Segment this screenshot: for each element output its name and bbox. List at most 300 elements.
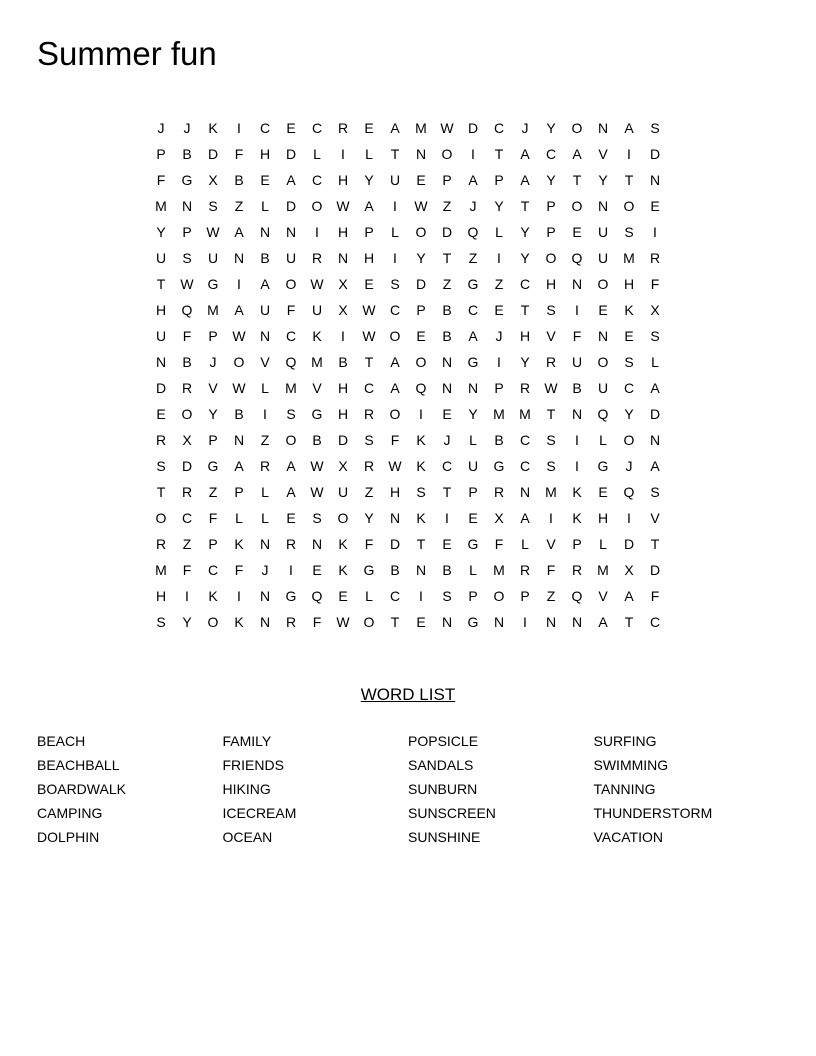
grid-letter: U (597, 250, 609, 266)
grid-letter: N (441, 354, 453, 370)
grid-letter: J (209, 354, 217, 370)
grid-letter: W (388, 458, 402, 474)
grid-letter: I (289, 562, 293, 578)
grid-letter: A (624, 120, 634, 136)
grid-letter: L (313, 146, 321, 162)
grid-letter: X (182, 432, 192, 448)
grid-letter: E (494, 302, 504, 318)
grid-letter: V (546, 536, 556, 552)
word-list-item: CAMPING (37, 805, 103, 821)
grid-letter: V (312, 380, 322, 396)
grid-letter: O (155, 510, 167, 526)
grid-letter: Q (571, 588, 583, 604)
grid-letter: S (624, 224, 634, 240)
grid-letter: C (623, 380, 635, 396)
grid-letter: U (207, 250, 219, 266)
grid-letter: K (338, 562, 348, 578)
grid-letter: H (363, 250, 375, 266)
word-list-item: OCEAN (222, 829, 273, 845)
grid-letter: M (623, 250, 635, 266)
grid-letter: J (495, 328, 503, 344)
grid-letter: R (337, 120, 349, 136)
grid-letter: P (364, 224, 374, 240)
word-list-item: TANNING (593, 781, 656, 797)
grid-letter: E (442, 406, 452, 422)
grid-letter: O (571, 198, 583, 214)
word-list-item: SUNBURN (408, 781, 478, 797)
grid-letter: P (468, 588, 478, 604)
grid-letter: K (572, 484, 582, 500)
grid-row (148, 271, 668, 297)
grid-letter: H (337, 406, 349, 422)
grid-letter: B (234, 172, 244, 188)
grid-letter: F (494, 536, 504, 552)
word-list-item: SUNSHINE (408, 829, 481, 845)
grid-letter: H (623, 276, 635, 292)
grid-letter: L (599, 432, 607, 448)
grid-letter: A (650, 458, 660, 474)
grid-letter: Y (546, 172, 556, 188)
grid-letter: D (181, 458, 193, 474)
grid-letter: E (468, 510, 478, 526)
grid-letter: F (182, 562, 192, 578)
grid-row (148, 297, 668, 323)
word-list-item: SURFING (593, 733, 657, 749)
grid-letter: U (389, 172, 401, 188)
grid-letter: N (571, 614, 583, 630)
grid-letter: T (624, 614, 634, 630)
grid-letter: C (545, 146, 557, 162)
grid-letter: O (597, 276, 609, 292)
grid-letter: Z (546, 588, 556, 604)
grid-row (148, 141, 668, 167)
grid-letter: N (649, 172, 661, 188)
grid-letter: F (286, 302, 296, 318)
grid-letter: F (650, 588, 660, 604)
grid-letter: F (572, 328, 582, 344)
grid-letter: F (364, 536, 374, 552)
grid-letter: F (390, 432, 400, 448)
grid-row (148, 401, 668, 427)
grid-letter: Y (546, 120, 556, 136)
grid-letter: U (337, 484, 349, 500)
grid-letter: E (624, 328, 634, 344)
grid-letter: P (182, 224, 192, 240)
grid-letter: P (208, 432, 218, 448)
word-list-item: DOLPHIN (37, 829, 100, 845)
grid-letter: M (545, 484, 557, 500)
grid-letter: K (234, 614, 244, 630)
grid-letter: Y (156, 224, 166, 240)
grid-letter: D (623, 536, 635, 552)
grid-letter: M (415, 120, 427, 136)
grid-letter: A (234, 458, 244, 474)
grid-letter: T (520, 198, 530, 214)
grid-letter: I (315, 224, 319, 240)
word-list-item: THUNDERSTORM (593, 805, 713, 821)
grid-letter: U (285, 250, 297, 266)
grid-letter: L (365, 588, 373, 604)
grid-letter: O (363, 614, 375, 630)
grid-letter: H (337, 172, 349, 188)
grid-letter: G (207, 276, 219, 292)
grid-letter: C (389, 588, 401, 604)
grid-letter: Y (494, 198, 504, 214)
grid-letter: N (597, 328, 609, 344)
grid-letter: I (549, 510, 553, 526)
grid-letter: I (263, 406, 267, 422)
grid-letter: A (390, 380, 400, 396)
word-list-item: FAMILY (222, 733, 272, 749)
grid-letter: X (338, 302, 348, 318)
grid-letter: U (155, 250, 167, 266)
grid-row (148, 427, 668, 453)
grid-letter: Y (520, 250, 530, 266)
grid-letter: M (519, 406, 531, 422)
grid-letter: R (363, 406, 375, 422)
grid-letter: S (650, 328, 660, 344)
grid-letter: T (156, 484, 166, 500)
grid-letter: U (597, 380, 609, 396)
grid-letter: I (341, 146, 345, 162)
grid-letter: Y (208, 406, 218, 422)
grid-letter: X (650, 302, 660, 318)
grid-letter: M (493, 562, 505, 578)
grid-letter: N (493, 614, 505, 630)
grid-letter: N (467, 380, 479, 396)
grid-letter: J (625, 458, 633, 474)
grid-letter: D (285, 146, 297, 162)
grid-letter: B (442, 302, 452, 318)
grid-letter: R (649, 250, 661, 266)
grid-letter: U (467, 458, 479, 474)
grid-letter: P (494, 380, 504, 396)
grid-letter: I (627, 510, 631, 526)
grid-letter: P (468, 484, 478, 500)
grid-letter: P (494, 172, 504, 188)
grid-letter: X (208, 172, 218, 188)
grid-letter: Z (260, 432, 270, 448)
grid-letter: N (571, 276, 583, 292)
grid-letter: T (546, 406, 556, 422)
grid-letter: E (364, 276, 374, 292)
grid-letter: Q (597, 406, 609, 422)
grid-letter: W (362, 328, 376, 344)
grid-letter: S (650, 484, 660, 500)
grid-letter: R (181, 484, 193, 500)
grid-letter: J (261, 562, 269, 578)
grid-letter: N (415, 146, 427, 162)
grid-letter: B (234, 406, 244, 422)
grid-letter: A (390, 354, 400, 370)
grid-letter: N (597, 198, 609, 214)
grid-letter: C (441, 458, 453, 474)
grid-letter: Z (468, 250, 478, 266)
grid-letter: Q (181, 302, 193, 318)
grid-letter: E (416, 614, 426, 630)
grid-letter: H (519, 328, 531, 344)
grid-letter: G (467, 354, 479, 370)
grid-letter: U (571, 354, 583, 370)
word-list-item: HIKING (222, 781, 271, 797)
grid-letter: C (181, 510, 193, 526)
grid-letter: B (312, 432, 322, 448)
grid-letter: Q (467, 224, 479, 240)
grid-letter: I (497, 354, 501, 370)
grid-letter: L (261, 198, 269, 214)
grid-letter: L (235, 510, 243, 526)
grid-letter: H (545, 276, 557, 292)
letter-grid (148, 115, 668, 635)
grid-letter: N (441, 614, 453, 630)
grid-row (148, 479, 668, 505)
grid-letter: N (181, 198, 193, 214)
grid-letter: S (364, 432, 374, 448)
grid-letter: I (523, 614, 527, 630)
grid-letter: D (207, 146, 219, 162)
grid-letter: P (546, 198, 556, 214)
grid-letter: H (155, 302, 167, 318)
grid-letter: D (649, 406, 661, 422)
grid-letter: K (416, 458, 426, 474)
grid-letter: O (181, 406, 193, 422)
grid-row (148, 167, 668, 193)
grid-letter: W (544, 380, 558, 396)
grid-letter: A (364, 198, 374, 214)
grid-letter: Z (182, 536, 192, 552)
grid-letter: I (653, 224, 657, 240)
grid-letter: D (441, 224, 453, 240)
grid-letter: P (416, 302, 426, 318)
grid-letter: W (440, 120, 454, 136)
grid-letter: N (545, 614, 557, 630)
grid-letter: B (338, 354, 348, 370)
grid-letter: Y (364, 510, 374, 526)
grid-letter: G (493, 458, 505, 474)
grid-letter: P (442, 172, 452, 188)
grid-letter: G (363, 562, 375, 578)
grid-letter: Q (415, 380, 427, 396)
grid-letter: O (389, 328, 401, 344)
grid-letter: N (597, 120, 609, 136)
word-list-column (37, 731, 223, 851)
grid-letter: I (471, 146, 475, 162)
grid-letter: A (286, 484, 296, 500)
grid-letter: B (260, 250, 270, 266)
grid-letter: A (390, 120, 400, 136)
grid-letter: N (519, 484, 531, 500)
grid-letter: A (468, 172, 478, 188)
grid-letter: O (545, 250, 557, 266)
grid-letter: W (310, 458, 324, 474)
grid-row (148, 583, 668, 609)
grid-letter: N (311, 536, 323, 552)
grid-letter: E (442, 536, 452, 552)
grid-letter: R (493, 484, 505, 500)
grid-row (148, 531, 668, 557)
word-list-item: FRIENDS (222, 757, 284, 773)
grid-letter: F (156, 172, 166, 188)
grid-letter: K (416, 432, 426, 448)
grid-letter: I (393, 198, 397, 214)
grid-letter: W (180, 276, 194, 292)
grid-letter: T (442, 484, 452, 500)
grid-letter: C (363, 380, 375, 396)
grid-letter: O (311, 198, 323, 214)
grid-letter: E (364, 120, 374, 136)
grid-letter: X (338, 276, 348, 292)
grid-letter: G (467, 276, 479, 292)
grid-letter: T (390, 614, 400, 630)
grid-letter: N (259, 328, 271, 344)
grid-letter: I (497, 250, 501, 266)
grid-letter: L (521, 536, 529, 552)
grid-letter: K (572, 510, 582, 526)
grid-letter: I (575, 458, 579, 474)
grid-letter: M (493, 406, 505, 422)
grid-letter: T (416, 536, 426, 552)
grid-letter: I (419, 588, 423, 604)
grid-letter: Y (416, 250, 426, 266)
grid-letter: I (575, 432, 579, 448)
grid-letter: C (519, 458, 531, 474)
grid-row (148, 375, 668, 401)
grid-row (148, 505, 668, 531)
grid-letter: N (259, 614, 271, 630)
grid-letter: T (572, 172, 582, 188)
grid-letter: W (362, 302, 376, 318)
grid-letter: O (207, 614, 219, 630)
grid-letter: G (285, 588, 297, 604)
grid-letter: G (207, 458, 219, 474)
grid-letter: Y (182, 614, 192, 630)
grid-letter: L (261, 484, 269, 500)
grid-letter: R (285, 614, 297, 630)
grid-letter: N (155, 354, 167, 370)
grid-letter: C (519, 432, 531, 448)
grid-letter: D (467, 120, 479, 136)
grid-letter: K (624, 302, 634, 318)
grid-letter: F (234, 562, 244, 578)
grid-letter: B (442, 328, 452, 344)
word-list-item: POPSICLE (408, 733, 479, 749)
grid-letter: U (155, 328, 167, 344)
grid-letter: N (259, 588, 271, 604)
grid-letter: D (155, 380, 167, 396)
grid-letter: M (311, 354, 323, 370)
grid-letter: L (469, 432, 477, 448)
grid-letter: E (598, 302, 608, 318)
grid-letter: N (571, 406, 583, 422)
grid-letter: Z (364, 484, 374, 500)
grid-letter: X (494, 510, 504, 526)
grid-letter: A (598, 614, 608, 630)
grid-letter: W (232, 380, 246, 396)
grid-letter: O (233, 354, 245, 370)
grid-letter: K (338, 536, 348, 552)
grid-letter: Q (311, 588, 323, 604)
grid-letter: V (546, 328, 556, 344)
grid-letter: A (572, 146, 582, 162)
grid-letter: N (259, 536, 271, 552)
grid-letter: S (390, 276, 400, 292)
grid-letter: C (311, 120, 323, 136)
grid-letter: T (390, 146, 400, 162)
grid-letter: K (416, 510, 426, 526)
grid-letter: P (572, 536, 582, 552)
word-list-item: VACATION (593, 829, 663, 845)
grid-letter: C (493, 120, 505, 136)
grid-letter: T (624, 172, 634, 188)
grid-letter: I (237, 588, 241, 604)
grid-letter: E (286, 120, 296, 136)
grid-letter: S (208, 198, 218, 214)
grid-letter: M (285, 380, 297, 396)
grid-letter: M (155, 198, 167, 214)
grid-letter: E (260, 172, 270, 188)
grid-letter: A (468, 328, 478, 344)
grid-letter: I (341, 328, 345, 344)
grid-letter: D (415, 276, 427, 292)
grid-letter: L (261, 380, 269, 396)
grid-letter: T (442, 250, 452, 266)
grid-letter: S (156, 614, 166, 630)
grid-letter: F (546, 562, 556, 578)
grid-letter: Z (234, 198, 244, 214)
grid-letter: I (575, 302, 579, 318)
grid-letter: G (597, 458, 609, 474)
grid-letter: G (467, 536, 479, 552)
grid-letter: F (312, 614, 322, 630)
grid-letter: S (650, 120, 660, 136)
grid-letter: X (624, 562, 634, 578)
grid-letter: F (234, 146, 244, 162)
grid-letter: I (419, 406, 423, 422)
grid-letter: N (337, 250, 349, 266)
grid-letter: A (234, 302, 244, 318)
grid-letter: Y (364, 172, 374, 188)
grid-letter: K (208, 120, 218, 136)
grid-letter: S (156, 458, 166, 474)
grid-letter: O (389, 406, 401, 422)
grid-letter: J (469, 198, 477, 214)
grid-row (148, 349, 668, 375)
grid-letter: Z (442, 198, 452, 214)
grid-letter: C (389, 302, 401, 318)
grid-letter: D (649, 562, 661, 578)
grid-letter: O (415, 354, 427, 370)
grid-letter: L (261, 510, 269, 526)
grid-letter: J (157, 120, 165, 136)
word-list-item: BEACH (37, 733, 86, 749)
grid-letter: I (237, 276, 241, 292)
grid-letter: M (155, 562, 167, 578)
grid-letter: L (599, 536, 607, 552)
grid-letter: N (441, 380, 453, 396)
grid-letter: U (259, 302, 271, 318)
grid-letter: S (546, 432, 556, 448)
word-list-column (223, 731, 409, 851)
grid-letter: A (234, 224, 244, 240)
grid-letter: Q (285, 354, 297, 370)
grid-letter: F (208, 510, 218, 526)
grid-letter: R (363, 458, 375, 474)
grid-letter: R (545, 354, 557, 370)
grid-letter: H (597, 510, 609, 526)
grid-letter: A (286, 458, 296, 474)
grid-letter: K (208, 588, 218, 604)
grid-letter: C (311, 172, 323, 188)
